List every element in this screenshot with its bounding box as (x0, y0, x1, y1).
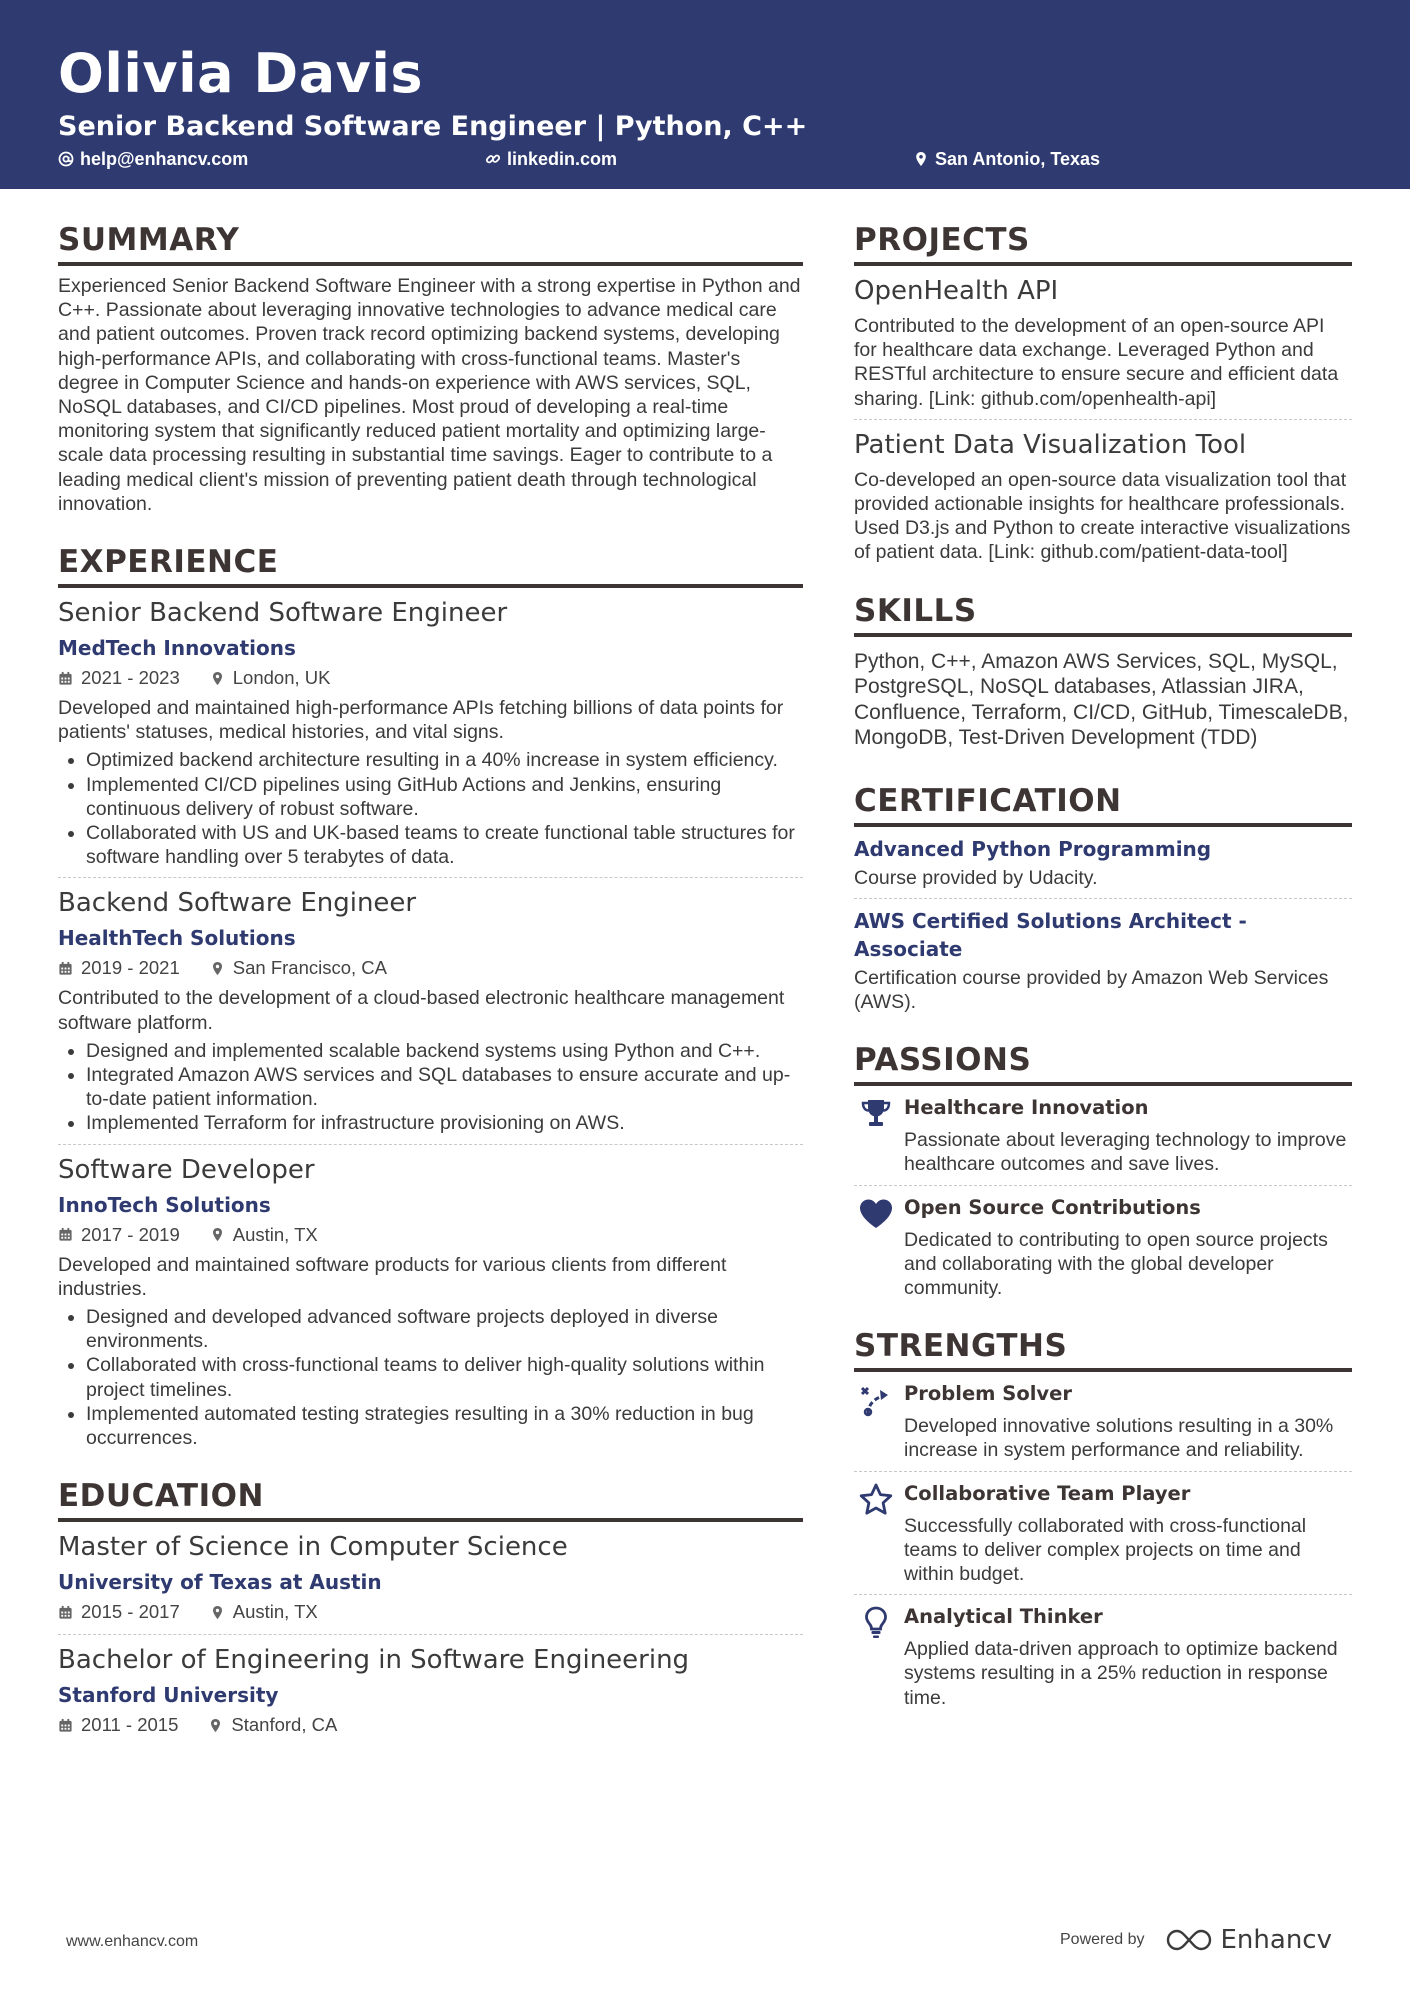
strength-item (854, 1380, 1352, 1462)
education-dates: 2011 - 2015 (81, 1714, 179, 1736)
job-description: Contributed to the development of a cloud-based electronic healthcare management software platform. (58, 987, 785, 1034)
job-entry (58, 1153, 803, 1451)
summary-heading: SUMMARY (58, 220, 803, 266)
divider (854, 1471, 1352, 1472)
education-heading: EDUCATION (58, 1476, 803, 1522)
calendar-icon (58, 961, 73, 976)
resume-header (0, 0, 1410, 189)
job-entry (58, 886, 803, 1135)
project-entry (854, 274, 1352, 411)
link-icon (485, 151, 501, 167)
calendar-icon (58, 1227, 73, 1242)
job-company: InnoTech Solutions (58, 1192, 271, 1217)
job-meta (58, 1221, 803, 1249)
certification-text: Course provided by Udacity. (854, 866, 1098, 889)
job-role: Senior Backend Software Engineer (58, 598, 508, 629)
job-description: Developed and maintained high-performance APIs fetching billions of data points for patients' statuses, medical histories, and vital signs. (58, 697, 784, 744)
footer-website[interactable]: www.enhancv.com (66, 1933, 199, 1950)
map-pin-icon (913, 151, 929, 167)
job-meta (58, 954, 803, 982)
job-bullet: • Optimized backend architecture resulting in a 40% increase in system efficiency. (86, 748, 803, 772)
strength-text: Successfully collaborated with cross-functional teams to deliver complex projects on time and within budget. (904, 1514, 1307, 1586)
certification-entry (854, 907, 1352, 1014)
certification-entry (854, 835, 1352, 890)
footer-branding (1060, 1925, 1332, 1955)
map-pin-icon (210, 1227, 225, 1242)
job-bullet: • Designed and implemented scalable backend systems using Python and C++. (86, 1039, 803, 1063)
calendar-icon (58, 1605, 73, 1620)
contact-linkedin[interactable] (485, 148, 617, 170)
linkedin-text: linkedin.com (507, 149, 618, 169)
strength-name: Problem Solver (904, 1382, 1072, 1406)
education-location: Stanford, CA (231, 1714, 338, 1736)
skills-heading: SKILLS (854, 591, 1352, 637)
passion-name: Open Source Contributions (904, 1195, 1201, 1219)
divider (58, 1144, 803, 1145)
project-name: OpenHealth API (854, 276, 1059, 306)
education-entry (58, 1643, 803, 1739)
strengths-heading: STRENGTHS (854, 1326, 1352, 1372)
strength-text: Developed innovative solutions resulting in a 30% increase in system performance and reliability. (904, 1415, 1334, 1462)
education-meta (58, 1711, 803, 1739)
project-text: Co-developed an open-source data visualization tool that provided actionable insights for healthcare professionals. Used D3.js and Python to create interactive visualizations of patient data. [Link: github.com/patient-data-tool] (854, 468, 1351, 564)
right-column (854, 220, 1352, 1710)
trophy-icon (858, 1096, 894, 1132)
certification-text: Certification course provided by Amazon Web Services (AWS). (854, 966, 1329, 1014)
strength-item (854, 1480, 1352, 1587)
candidate-name: Olivia Davis (58, 42, 423, 105)
job-bullet: • Implemented Terraform for infrastructure provisioning on AWS. (86, 1111, 803, 1135)
job-company: MedTech Innovations (58, 636, 296, 661)
map-pin-icon (208, 1718, 223, 1733)
education-school: Stanford University (58, 1683, 279, 1708)
calendar-icon (58, 1718, 73, 1733)
contact-location (913, 148, 1100, 170)
divider (854, 898, 1352, 899)
at-sign-icon (58, 151, 74, 167)
candidate-title: Senior Backend Software Engineer | Python, C++ (58, 111, 808, 142)
job-bullet: • Designed and developed advanced software projects deployed in diverse environments. (86, 1305, 803, 1353)
passion-item (854, 1194, 1352, 1301)
strength-name: Collaborative Team Player (904, 1481, 1191, 1505)
job-meta (58, 664, 803, 692)
job-location: London, UK (232, 667, 331, 689)
job-location: Austin, TX (232, 1223, 318, 1245)
job-bullets (58, 1305, 803, 1450)
job-bullet: • Collaborated with cross-functional teams to deliver high-quality solutions within project timelines. (86, 1353, 803, 1401)
education-meta (58, 1598, 803, 1626)
strength-item (854, 1603, 1352, 1710)
divider (58, 1634, 803, 1635)
heart-icon (858, 1196, 894, 1232)
education-dates: 2015 - 2017 (81, 1601, 180, 1623)
job-description: Developed and maintained software products for various clients from different industries. (58, 1253, 727, 1300)
job-role: Software Developer (58, 1154, 315, 1185)
summary-text: Experienced Senior Backend Software Engineer with a strong expertise in Python and C++. Passionate about leveraging innovative technologies to advance medical care and patient outcomes. Proven track record optimizing backend systems, developing high-performance APIs, and collaborating with cross-functional teams. Master's degree in Computer Science and hands-on experience with AWS services, SQL, NoSQL databases, and CI/CD pipelines. Most proud of developing a real-time monitoring system that significantly reduced patient mortality and optimizing large-scale data processing resulting in substantial time savings. Eager to contribute to a leading medical client's mission of preventing patient death through technological innovation. (58, 275, 801, 515)
divider (854, 1594, 1352, 1595)
job-dates: 2017 - 2019 (81, 1223, 180, 1245)
job-dates: 2019 - 2021 (81, 957, 180, 979)
calendar-icon (58, 671, 73, 686)
passion-name: Healthcare Innovation (904, 1096, 1149, 1120)
job-dates: 2021 - 2023 (81, 667, 180, 689)
strategy-icon (858, 1382, 894, 1418)
education-entry (58, 1530, 803, 1626)
skills-text: Python, C++, Amazon AWS Services, SQL, MySQL, PostgreSQL, NoSQL databases, Atlassian JIRA, Confluence, Terraform, CI/CD, GitHub, TimescaleDB, MongoDB, Test-Driven Development (TDD) (854, 649, 1349, 750)
passion-text: Passionate about leveraging technology to improve healthcare outcomes and save lives. (904, 1129, 1347, 1176)
project-text: Contributed to the development of an open-source API for healthcare data exchange. Leveraged Python and RESTful architecture to ensure secure and efficient data sharing. [Link: github.com/openhealth-api] (854, 315, 1339, 410)
job-bullet: • Integrated Amazon AWS services and SQL databases to ensure accurate and up-to-date patient information. (86, 1063, 803, 1111)
job-bullet: • Implemented CI/CD pipelines using GitHub Actions and Jenkins, ensuring continuous delivery of robust software. (86, 773, 803, 821)
projects-heading: PROJECTS (854, 220, 1352, 266)
job-bullets (58, 1039, 803, 1136)
certification-heading: CERTIFICATION (854, 781, 1352, 827)
contact-email[interactable] (58, 148, 248, 170)
enhancv-logo-icon (1165, 1927, 1213, 1953)
divider (58, 877, 803, 878)
job-company: HealthTech Solutions (58, 926, 296, 951)
job-bullets (58, 748, 803, 869)
powered-by-text: Powered by (1060, 1931, 1145, 1948)
project-name: Patient Data Visualization Tool (854, 429, 1247, 460)
strength-text: Applied data-driven approach to optimize backend systems resulting in a 25% reduction in response time. (904, 1638, 1338, 1709)
map-pin-icon (210, 1605, 225, 1620)
job-role: Backend Software Engineer (58, 888, 417, 919)
education-degree: Master of Science in Computer Science (58, 1532, 568, 1563)
job-bullet: • Collaborated with US and UK-based teams to create functional table structures for software handling over 5 terabytes of data. (86, 821, 803, 869)
lightbulb-icon (858, 1605, 894, 1641)
map-pin-icon (210, 961, 225, 976)
education-school: University of Texas at Austin (58, 1570, 382, 1595)
project-entry (854, 428, 1352, 565)
passions-heading: PASSIONS (854, 1040, 1352, 1086)
star-icon (858, 1482, 894, 1518)
brand-name: Enhancv (1220, 1925, 1332, 1955)
divider (854, 419, 1352, 420)
map-pin-icon (210, 671, 225, 686)
passion-text: Dedicated to contributing to open source projects and collaborating with the global developer community. (904, 1228, 1328, 1300)
divider (854, 1185, 1352, 1186)
location-text: San Antonio, Texas (935, 149, 1101, 169)
experience-heading: EXPERIENCE (58, 542, 803, 588)
brand-logo[interactable] (1165, 1925, 1332, 1955)
certification-name: AWS Certified Solutions Architect - Associate (854, 908, 1247, 961)
certification-name: Advanced Python Programming (854, 836, 1212, 861)
education-location: Austin, TX (232, 1601, 318, 1623)
left-column (58, 220, 803, 1739)
email-text: help@enhancv.com (80, 149, 249, 169)
job-bullet: • Implemented automated testing strategies resulting in a 30% reduction in bug occurrences. (86, 1402, 803, 1450)
job-location: San Francisco, CA (232, 957, 387, 979)
passion-item (854, 1094, 1352, 1176)
job-entry (58, 596, 803, 869)
strength-name: Analytical Thinker (904, 1605, 1103, 1629)
education-degree: Bachelor of Engineering in Software Engineering (58, 1645, 690, 1676)
